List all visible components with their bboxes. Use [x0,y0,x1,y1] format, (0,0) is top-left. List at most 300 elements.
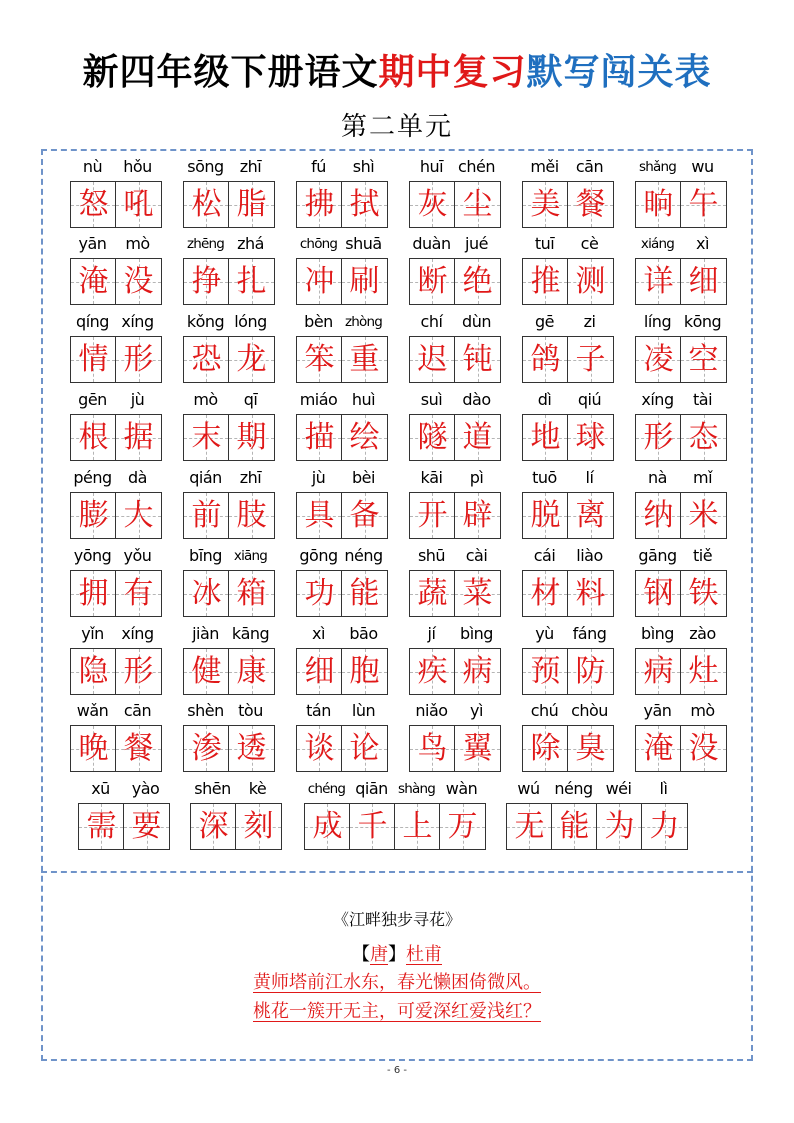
hanzi-character: 球 [575,420,606,455]
tian-grid-cell [342,415,387,460]
pinyin-row [183,467,275,489]
hanzi-character: 渗 [191,731,222,766]
pinyin-syllable: yào [131,779,160,798]
pinyin-syllable: jù [130,390,145,409]
tian-grid-cell [71,259,116,304]
pinyin-syllable: cài [465,546,488,565]
hanzi-character: 淹 [643,731,674,766]
tian-grid-cell [395,804,440,849]
pinyin-syllable: xì [696,234,709,253]
pinyin-syllable: shǎng [639,159,676,175]
pinyin-syllable: tuō [532,468,557,487]
tian-grid-cell [568,182,613,227]
pinyin-syllable: shū [417,546,446,565]
hanzi-character: 地 [530,420,561,455]
tian-grid-cell [229,415,274,460]
pinyin-syllable: yǐn [81,624,104,643]
pinyin-syllable: qiú [577,390,602,409]
word-card [190,778,282,850]
tian-grid-cell [79,804,124,849]
hanzi-character: 除 [530,731,561,766]
tian-grid-cell [568,259,613,304]
word-card [296,700,388,772]
pinyin-row [409,389,501,411]
pinyin-row [522,623,614,645]
tian-grid-cell [116,415,161,460]
tian-grid-cell [184,259,229,304]
hanzi-character: 病 [462,654,493,689]
character-boxes [70,336,162,383]
character-boxes [190,803,282,850]
hanzi-character: 绘 [349,420,380,455]
word-card [70,467,162,539]
tian-grid-cell [342,493,387,538]
hanzi-character: 脱 [530,498,561,533]
tian-grid-cell [636,649,681,694]
pinyin-syllable: jù [311,468,326,487]
pinyin-row [296,467,388,489]
tian-grid-cell [116,182,161,227]
pinyin-syllable: qíng [76,312,109,331]
hanzi-character: 形 [123,654,154,689]
bracket-close: 】 [388,944,406,965]
word-card [409,467,501,539]
hanzi-character: 情 [78,342,109,377]
pinyin-row [522,545,614,567]
hanzi-character: 期 [236,420,267,455]
pinyin-syllable: shēn [194,779,231,798]
pinyin-syllable: nà [648,468,667,487]
poem-line-1 [41,968,753,994]
hanzi-character: 为 [604,809,635,844]
tian-grid-cell [184,726,229,771]
word-card [296,545,388,617]
pinyin-syllable: liào [576,546,603,565]
pinyin-syllable: qī [243,390,258,409]
tian-grid-cell [342,571,387,616]
pinyin-row [635,623,727,645]
hanzi-character: 防 [575,654,606,689]
pinyin-syllable: yì [470,701,483,720]
hanzi-character: 子 [575,342,606,377]
unit-subtitle: 第二单元 [340,112,453,142]
pinyin-row [506,778,688,800]
pinyin-syllable: wǎn [76,701,109,720]
pinyin-syllable: shuā [345,234,382,253]
tian-grid-cell [184,571,229,616]
hanzi-character: 细 [304,654,335,689]
word-card [409,700,501,772]
pinyin-row [296,623,388,645]
hanzi-character: 凌 [643,342,674,377]
tian-grid-cell [116,649,161,694]
hanzi-character: 形 [123,342,154,377]
word-card [296,233,388,305]
pinyin-row [296,156,388,178]
hanzi-character: 康 [236,654,267,689]
word-card [296,389,388,461]
poem-author: 杜甫 [406,944,442,965]
tian-grid-cell [455,649,500,694]
pinyin-syllable: tài [692,390,713,409]
pinyin-row [304,778,486,800]
hanzi-character: 胞 [349,654,380,689]
character-boxes [296,258,388,305]
word-card [635,545,727,617]
tian-grid-cell [507,804,552,849]
pinyin-syllable: nù [82,157,103,176]
hanzi-character: 形 [643,420,674,455]
word-card [522,156,614,228]
character-boxes [635,725,727,772]
pinyin-syllable: chú [530,701,559,720]
pinyin-row [635,700,727,722]
hanzi-character: 疾 [417,654,448,689]
pinyin-syllable: fáng [572,624,607,643]
pinyin-syllable: dào [462,390,491,409]
pinyin-syllable: gēn [78,390,107,409]
tian-grid-cell [229,259,274,304]
character-boxes [183,414,275,461]
pinyin-row [70,467,162,489]
pinyin-row [635,389,727,411]
hanzi-character: 龙 [236,342,267,377]
word-card [70,700,162,772]
tian-grid-cell [636,415,681,460]
pinyin-syllable: jiàn [192,624,219,643]
pinyin-syllable: bìng [641,624,674,643]
word-card [296,311,388,383]
pinyin-row [409,545,501,567]
pinyin-row [635,156,727,178]
character-boxes [522,492,614,539]
hanzi-character: 没 [688,731,719,766]
pinyin-syllable: gē [535,312,554,331]
title-part-blue: 默写闯关表 [526,52,712,93]
word-card [70,311,162,383]
hanzi-character: 辟 [462,498,493,533]
pinyin-syllable: wú [517,779,540,798]
character-boxes [635,336,727,383]
hanzi-character: 晌 [643,187,674,222]
bracket-open: 【 [352,944,370,965]
pinyin-syllable: dì [537,390,552,409]
character-boxes [409,570,501,617]
pinyin-row [190,778,282,800]
hanzi-character: 翼 [462,731,493,766]
hanzi-character: 隧 [417,420,448,455]
hanzi-character: 健 [191,654,222,689]
hanzi-character: 臭 [575,731,606,766]
tian-grid-cell [71,649,116,694]
tian-grid-cell [681,493,726,538]
pinyin-syllable: kāng [231,624,270,643]
hanzi-character: 灰 [417,187,448,222]
poem-author-line [41,940,753,966]
word-card [296,623,388,695]
pinyin-row [409,311,501,333]
character-boxes [522,258,614,305]
hanzi-character: 功 [304,576,335,611]
hanzi-character: 描 [304,420,335,455]
tian-grid-cell [116,493,161,538]
pinyin-syllable: kǒng [186,312,225,331]
character-boxes [183,725,275,772]
pinyin-syllable: wàn [445,779,478,798]
word-card [78,778,170,850]
tian-grid-cell [297,726,342,771]
pinyin-syllable: shèn [187,701,224,720]
pinyin-syllable: yù [535,624,554,643]
hanzi-character: 刷 [349,264,380,299]
pinyin-row [78,778,170,800]
word-card [183,389,275,461]
tian-grid-cell [455,337,500,382]
hanzi-character: 晚 [78,731,109,766]
hanzi-character: 需 [86,809,117,844]
pinyin-row [296,700,388,722]
character-boxes [296,725,388,772]
pinyin-syllable: néng [344,546,383,565]
pinyin-syllable: lùn [351,701,376,720]
character-boxes [635,181,727,228]
pinyin-syllable: kāi [420,468,443,487]
word-card [70,156,162,228]
tian-grid-cell [116,571,161,616]
hanzi-character: 脂 [236,187,267,222]
word-card [409,233,501,305]
pinyin-row [522,467,614,489]
pinyin-row [409,700,501,722]
tian-grid-cell [71,337,116,382]
hanzi-character: 力 [649,809,680,844]
tian-grid-cell [636,493,681,538]
pinyin-row [296,389,388,411]
word-card [70,545,162,617]
hanzi-character: 论 [349,731,380,766]
tian-grid-cell [568,493,613,538]
pinyin-row [409,233,501,255]
tian-grid-cell [636,726,681,771]
hanzi-character: 吼 [123,187,154,222]
pinyin-syllable: tán [306,701,331,720]
word-card [635,467,727,539]
tian-grid-cell [184,415,229,460]
word-card [522,545,614,617]
character-boxes [70,570,162,617]
hanzi-character: 拂 [304,187,335,222]
hanzi-character: 扎 [236,264,267,299]
tian-grid-cell [568,415,613,460]
tian-grid-cell [71,726,116,771]
pinyin-syllable: kè [248,779,267,798]
hanzi-character: 隐 [78,654,109,689]
character-boxes [522,181,614,228]
word-card [522,311,614,383]
pinyin-row [70,311,162,333]
pinyin-syllable: xiáng [640,236,675,252]
pinyin-row [522,233,614,255]
tian-grid-cell [455,259,500,304]
word-card [522,233,614,305]
pinyin-syllable: líng [643,312,672,331]
hanzi-character: 有 [123,576,154,611]
tian-grid-cell [440,804,485,849]
hanzi-character: 料 [575,576,606,611]
word-card [635,389,727,461]
word-card [304,778,486,850]
pinyin-row [296,545,388,567]
pinyin-row [70,545,162,567]
tian-grid-cell [229,649,274,694]
tian-grid-cell [455,726,500,771]
tian-grid-cell [184,649,229,694]
pinyin-row [409,623,501,645]
pinyin-syllable: bèi [352,468,375,487]
tian-grid-cell [191,804,236,849]
hanzi-character: 材 [530,576,561,611]
tian-grid-cell [297,259,342,304]
hanzi-character: 态 [688,420,719,455]
pinyin-syllable: dùn [462,312,491,331]
word-card [296,467,388,539]
pinyin-syllable: xū [91,779,110,798]
poem-line-2 [41,997,753,1023]
pinyin-syllable: zhòng [344,314,383,330]
hanzi-character: 大 [123,498,154,533]
pinyin-syllable: néng [554,779,593,798]
word-card [183,233,275,305]
hanzi-character: 断 [417,264,448,299]
pinyin-syllable: chén [458,157,495,176]
word-card [183,311,275,383]
hanzi-character: 刻 [243,809,274,844]
tian-grid-cell [229,571,274,616]
character-boxes [70,258,162,305]
poem-line-1-text: 黄师塔前江水东，春光懒困倚微风。 [253,972,541,993]
pinyin-row [409,467,501,489]
section-divider [41,871,753,873]
pinyin-syllable: dà [128,468,147,487]
title-part-black: 新四年级下册语文 [82,52,379,93]
pinyin-syllable: cè [580,234,599,253]
character-boxes [409,492,501,539]
hanzi-character: 纳 [643,498,674,533]
tian-grid-cell [297,337,342,382]
hanzi-character: 测 [575,264,606,299]
hanzi-character: 病 [643,654,674,689]
word-card [183,156,275,228]
word-card [409,156,501,228]
pinyin-syllable: qián [189,468,222,487]
character-boxes [183,258,275,305]
pinyin-syllable: tuī [534,234,555,253]
tian-grid-cell [236,804,281,849]
pinyin-syllable: zhēng [186,236,225,252]
hanzi-character: 谈 [304,731,335,766]
pinyin-syllable: shàng [398,781,435,797]
pinyin-syllable: cái [533,546,556,565]
pinyin-row [635,311,727,333]
pinyin-syllable: xiāng [233,548,268,564]
tian-grid-cell [342,337,387,382]
pinyin-syllable: cān [575,157,604,176]
tian-grid-cell [410,415,455,460]
tian-grid-cell [184,182,229,227]
character-boxes [635,648,727,695]
pinyin-row [635,545,727,567]
pinyin-syllable: yān [78,234,107,253]
character-boxes [70,725,162,772]
character-boxes [304,803,486,850]
hanzi-character: 推 [530,264,561,299]
hanzi-character: 详 [643,264,674,299]
word-card [522,623,614,695]
pinyin-syllable: chōng [299,236,338,252]
character-boxes [296,181,388,228]
word-card [409,311,501,383]
tian-grid-cell [410,726,455,771]
tian-grid-cell [642,804,687,849]
pinyin-syllable: niǎo [415,701,448,720]
pinyin-row [409,156,501,178]
pinyin-syllable: lóng [234,312,267,331]
hanzi-character: 尘 [462,187,493,222]
tian-grid-cell [116,337,161,382]
pinyin-syllable: kōng [683,312,722,331]
hanzi-character: 能 [559,809,590,844]
pinyin-syllable: yān [643,701,672,720]
pinyin-row [522,389,614,411]
tian-grid-cell [410,182,455,227]
pinyin-syllable: xíng [121,312,154,331]
tian-grid-cell [184,337,229,382]
pinyin-row [296,233,388,255]
hanzi-character: 挣 [191,264,222,299]
hanzi-character: 能 [349,576,380,611]
pinyin-syllable: fú [311,157,326,176]
hanzi-character: 根 [78,420,109,455]
tian-grid-cell [229,726,274,771]
pinyin-syllable: wéi [605,779,632,798]
pinyin-syllable: chí [420,312,443,331]
tian-grid-cell [681,337,726,382]
word-card [522,389,614,461]
hanzi-character: 没 [123,264,154,299]
pinyin-syllable: duàn [412,234,451,253]
hanzi-character: 据 [123,420,154,455]
title-part-red: 期中复习 [378,52,527,93]
hanzi-character: 前 [191,498,222,533]
pinyin-syllable: bèn [304,312,333,331]
character-boxes [409,725,501,772]
pinyin-syllable: tòu [238,701,263,720]
tian-grid-cell [410,493,455,538]
character-boxes [635,414,727,461]
tian-grid-cell [71,493,116,538]
pinyin-row [70,700,162,722]
hanzi-character: 无 [514,809,545,844]
tian-grid-cell [523,726,568,771]
character-boxes [183,181,275,228]
character-boxes [522,725,614,772]
hanzi-character: 钢 [643,576,674,611]
character-boxes [78,803,170,850]
tian-grid-cell [342,182,387,227]
pinyin-syllable: gōng [299,546,338,565]
tian-grid-cell [229,182,274,227]
tian-grid-cell [523,571,568,616]
